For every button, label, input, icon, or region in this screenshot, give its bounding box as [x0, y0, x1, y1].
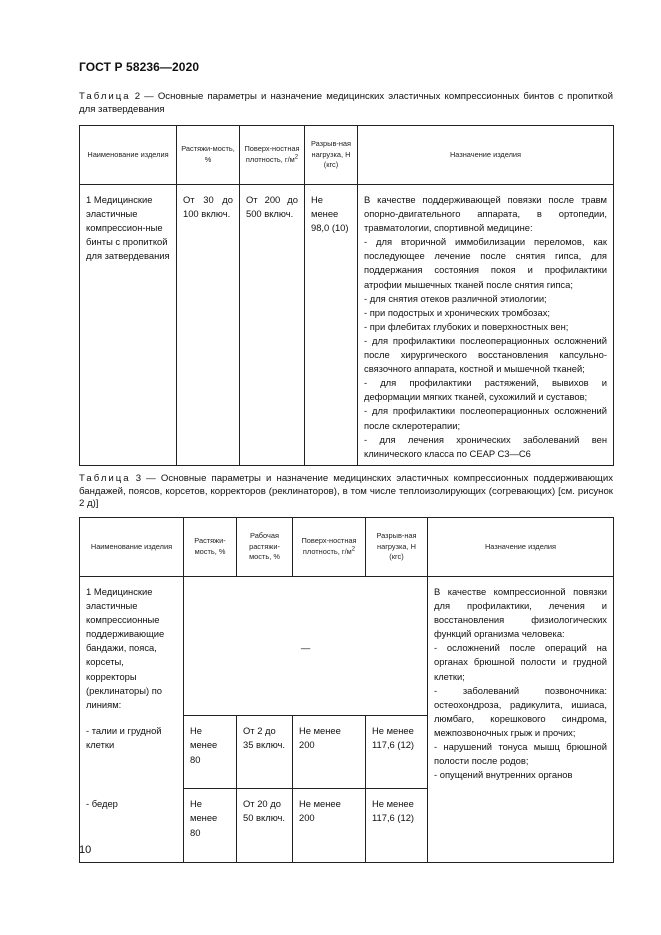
- table3-row1-density: Не менее 200: [293, 716, 366, 789]
- table3-header-purpose: Назначение изделия: [428, 518, 614, 577]
- table2: [79, 125, 614, 466]
- list-item: - при подострых и хронических тромбозах;: [364, 306, 550, 318]
- table3-row2-stretch: Не менее 80: [184, 789, 237, 863]
- table3-caption: [79, 473, 613, 511]
- table2-header-row: [80, 126, 614, 185]
- table2-header-density-text: Поверх-ностная плотность, г/м: [244, 144, 300, 164]
- table3-header-row: [80, 518, 614, 577]
- table3-row1-name: - талии и грудной клетки: [80, 716, 184, 789]
- table3-caption-text: 3 — Основные параметры и назначение медицинских эластичных компрессионных поддерживающих бандажей, поясов, корсетов, корректоров (реклинаторов), в том числе теплоизолирующих (согревающих) [см. рисунок 2 д)]: [79, 473, 613, 510]
- table3-header-stretch: Растяжи-мость, %: [184, 518, 237, 577]
- table2-cell-purpose: [358, 185, 614, 466]
- table2-cell-load: Не менее 98,0 (10): [305, 185, 358, 466]
- table3-row1-load: Не менее 117,6 (12): [366, 716, 428, 789]
- list-item: - для профилактики растяжений, вывихов и деформации мягких тканей, сухожилий и суставов;: [364, 377, 607, 403]
- table3-caption-label: Таблица: [79, 473, 131, 484]
- table2-header-density: [240, 126, 305, 185]
- table3-row1-stretch: Не менее 80: [184, 716, 237, 789]
- table2-caption-text: 2 — Основные параметры и назначение медицинских эластичных компрессионных бинтов с пропиткой для затвердевания: [79, 91, 613, 115]
- list-item: - при флебитах глубоких и поверхностных вен;: [364, 320, 569, 332]
- table3-group-dash: —: [184, 577, 428, 716]
- table3-header-density-text: Поверх-ностная плотность, г/м: [301, 536, 357, 556]
- table-row: [80, 185, 614, 466]
- list-item: - для снятия отеков различной этиологии;: [364, 292, 547, 304]
- document-title: ГОСТ Р 58236—2020: [79, 60, 200, 74]
- list-item: - опущений внутренних органов: [434, 769, 573, 781]
- list-item: В качестве поддерживающей повязки после травм опорно-двигательного аппарата, в ортопедии, травматологии, спортивной медицине:: [364, 194, 607, 234]
- table3-header-name: Наименование изделия: [80, 518, 184, 577]
- table2-cell-stretch: От 30 до 100 включ.: [177, 185, 240, 466]
- table2-header-density-sup: 2: [294, 154, 299, 161]
- table2-caption: [79, 91, 613, 116]
- table3-row2-name: - бедер: [80, 789, 184, 863]
- table3-header-work-stretch: Рабочая растяжи-мость, %: [237, 518, 293, 577]
- table3-row1-work-stretch: От 2 до 35 включ.: [237, 716, 293, 789]
- list-item: В качестве компрессионной повязки для профилактики, лечения и восстановления физиологических функций организма человека:: [434, 586, 607, 640]
- table2-caption-label: Таблица: [79, 91, 131, 102]
- list-item: - для лечения хронических заболеваний вен клинического класса по CEAP С3—С6: [364, 433, 607, 459]
- list-item: - заболеваний позвоночника: остеохондроза, радикулита, ишиаса, люмбаго, корешкового синдрома, межпозвоночных грыж и прочих;: [434, 684, 607, 738]
- table3: [79, 517, 614, 863]
- table2-cell-density: От 200 до 500 включ.: [240, 185, 305, 466]
- table3-header-density-sup: 2: [351, 546, 356, 553]
- table2-header-purpose: Назначение изделия: [358, 126, 614, 185]
- table2-cell-name: 1 Медицинские эластичные компрессион-ные бинты с пропиткой для затвердевания: [80, 185, 177, 466]
- list-item: - нарушений тонуса мышц брюшной полости после родов;: [434, 741, 607, 767]
- table2-header-load: Разрыв-ная нагрузка, Н (кгс): [305, 126, 358, 185]
- list-item: - для профилактики послеоперационных осложнений после хирургического восстановления капсульно-связочного аппарата, костной и мышечной тканей;: [364, 334, 607, 375]
- list-item: - для вторичной иммобилизации переломов, как последующее лечение после снятия гипса, для поддержания состояния покоя и профилактики атрофии мышечных тканей после снятия гипса;: [364, 236, 607, 290]
- table3-header-density: [293, 518, 366, 577]
- table3-group-name: 1 Медицинские эластичные компрессионные поддерживающие бандажи, пояса, корсеты, корректоры (реклинаторы) по линиям:: [80, 577, 184, 716]
- table3-header-load: Разрыв-ная нагрузка, Н (кгс): [366, 518, 428, 577]
- page-number: 10: [79, 844, 92, 856]
- table3-row2-load: Не менее 117,6 (12): [366, 789, 428, 863]
- table3-row2-density: Не менее 200: [293, 789, 366, 863]
- table3-row2-work-stretch: От 20 до 50 включ.: [237, 789, 293, 863]
- list-item: - осложнений после операций на органах брюшной полости и грудной клетки;: [434, 642, 607, 682]
- table3-cell-purpose: [428, 577, 614, 863]
- table2-header-stretch: Растяжи-мость, %: [177, 126, 240, 185]
- list-item: - для профилактики послеоперационных осложнений после склеротерапии;: [364, 405, 607, 431]
- table-row: [80, 577, 614, 716]
- table2-header-name: Наименование изделия: [80, 126, 177, 185]
